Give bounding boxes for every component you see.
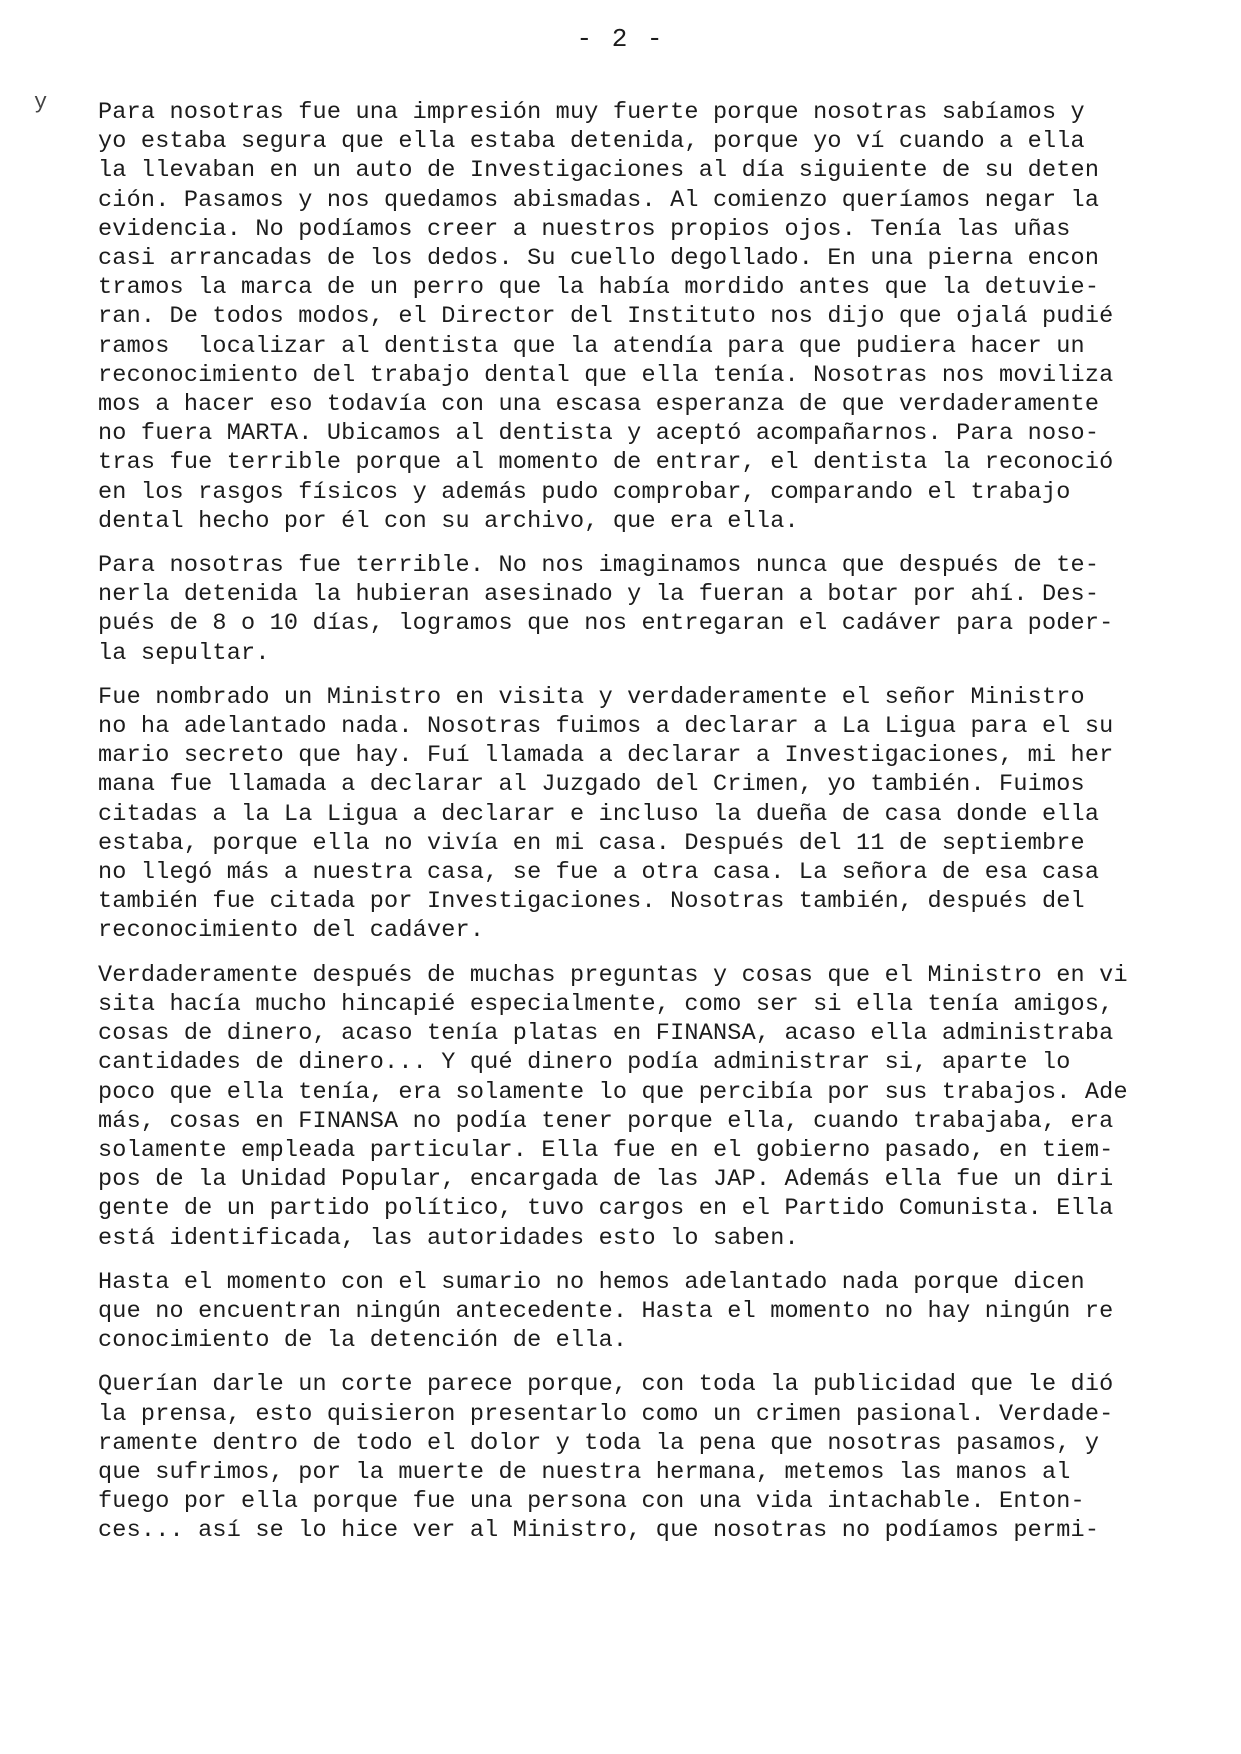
text-line: ramente dentro de todo el dolor y toda la pena que nosotras pasamos, y (98, 1429, 1100, 1457)
text-line: Para nosotras fue terrible. No nos imaginamos nunca que después de te- (98, 552, 1100, 580)
paragraph (98, 961, 1178, 1253)
text-line: tras fue terrible porque al momento de entrar, el dentista la reconoció (98, 449, 1114, 477)
text-line: también fue citada por Investigaciones. Nosotras también, después del (98, 888, 1085, 916)
text-line: estaba, porque ella no vivía en mi casa. Después del 11 de septiembre (98, 829, 1085, 857)
text-line: pos de la Unidad Popular, encargada de las JAP. Además ella fue un diri (98, 1166, 1114, 1194)
text-line: mos a hacer eso todavía con una escasa esperanza de que verdaderamente (98, 391, 1100, 419)
text-line: Hasta el momento con el sumario no hemos adelantado nada porque dicen (98, 1268, 1085, 1296)
text-line: en los rasgos físicos y además pudo comprobar, comparando el trabajo (98, 478, 1071, 506)
text-line: gente de un partido político, tuvo cargos en el Partido Comunista. Ella (98, 1195, 1114, 1223)
paragraph (98, 1268, 1178, 1356)
text-line: la llevaban en un auto de Investigaciones al día siguiente de su deten (98, 157, 1100, 185)
paragraph (98, 551, 1178, 668)
text-line: cosas de dinero, acaso tenía platas en FINANSA, acaso ella administraba (98, 1020, 1114, 1048)
text-line: no fuera MARTA. Ubicamos al dentista y aceptó acompañarnos. Para noso- (98, 420, 1100, 448)
text-line: que sufrimos, por la muerte de nuestra hermana, metemos las manos al (98, 1458, 1071, 1486)
text-line: evidencia. No podíamos creer a nuestros propios ojos. Tenía las uñas (98, 215, 1071, 243)
text-line: la prensa, esto quisieron presentarlo como un crimen pasional. Verdade- (98, 1400, 1114, 1428)
text-line: Verdaderamente después de muchas preguntas y cosas que el Ministro en vi (98, 961, 1128, 989)
text-line: Querían darle un corte parece porque, con toda la publicidad que le dió (98, 1371, 1114, 1399)
text-line: que no encuentran ningún antecedente. Hasta el momento no hay ningún re (98, 1297, 1114, 1325)
text-line: tramos la marca de un perro que la había mordido antes que la detuvie- (98, 274, 1100, 302)
paragraph (98, 1370, 1178, 1545)
text-line: reconocimiento del trabajo dental que ella tenía. Nosotras nos moviliza (98, 361, 1114, 389)
text-line: yo estaba segura que ella estaba detenida, porque yo ví cuando a ella (98, 128, 1085, 156)
text-line: la sepultar. (98, 639, 270, 667)
text-line: poco que ella tenía, era solamente lo que percibía por sus trabajos. Ade (98, 1078, 1128, 1106)
text-line: ramos localizar al dentista que la atendía para que pudiera hacer un (98, 332, 1085, 360)
text-line: no llegó más a nuestra casa, se fue a otra casa. La señora de esa casa (98, 859, 1100, 887)
text-line: sita hacía mucho hincapié especialmente, como ser si ella tenía amigos, (98, 990, 1114, 1018)
text-line: conocimiento de la detención de ella. (98, 1327, 628, 1355)
paragraph (98, 98, 1178, 536)
text-line: dental hecho por él con su archivo, que era ella. (98, 507, 799, 535)
margin-mark: y (34, 90, 48, 115)
page-number: - 2 - (576, 24, 665, 54)
text-line: fuego por ella porque fue una persona con una vida intachable. Enton- (98, 1488, 1085, 1516)
text-line: nerla detenida la hubieran asesinado y la fueran a botar por ahí. Des- (98, 581, 1100, 609)
text-line: ces... así se lo hice ver al Ministro, que nosotras no podíamos permi- (98, 1517, 1100, 1545)
text-line: casi arrancadas de los dedos. Su cuello degollado. En una pierna encon (98, 245, 1100, 273)
text-line: reconocimiento del cadáver. (98, 917, 485, 945)
text-line: pués de 8 o 10 días, logramos que nos entregaran el cadáver para poder- (98, 610, 1114, 638)
text-line: mario secreto que hay. Fuí llamada a declarar a Investigaciones, mi her (98, 742, 1114, 770)
text-line: ción. Pasamos y nos quedamos abismadas. Al comienzo queríamos negar la (98, 186, 1100, 214)
text-line: cantidades de dinero... Y qué dinero podía administrar si, aparte lo (98, 1049, 1071, 1077)
text-line: mana fue llamada a declarar al Juzgado del Crimen, yo también. Fuimos (98, 771, 1085, 799)
text-line: Para nosotras fue una impresión muy fuerte porque nosotras sabíamos y (98, 99, 1085, 126)
document-body (98, 98, 1178, 1561)
text-line: no ha adelantado nada. Nosotras fuimos a declarar a La Ligua para el su (98, 713, 1114, 741)
paragraph (98, 683, 1178, 946)
text-line: más, cosas en FINANSA no podía tener porque ella, cuando trabajaba, era (98, 1107, 1114, 1135)
text-line: Fue nombrado un Ministro en visita y verdaderamente el señor Ministro (98, 683, 1085, 711)
text-line: está identificada, las autoridades esto lo saben. (98, 1224, 799, 1252)
text-line: ran. De todos modos, el Director del Instituto nos dijo que ojalá pudié (98, 303, 1114, 331)
text-line: solamente empleada particular. Ella fue en el gobierno pasado, en tiem- (98, 1136, 1114, 1164)
text-line: citadas a la La Ligua a declarar e incluso la dueña de casa donde ella (98, 800, 1100, 828)
